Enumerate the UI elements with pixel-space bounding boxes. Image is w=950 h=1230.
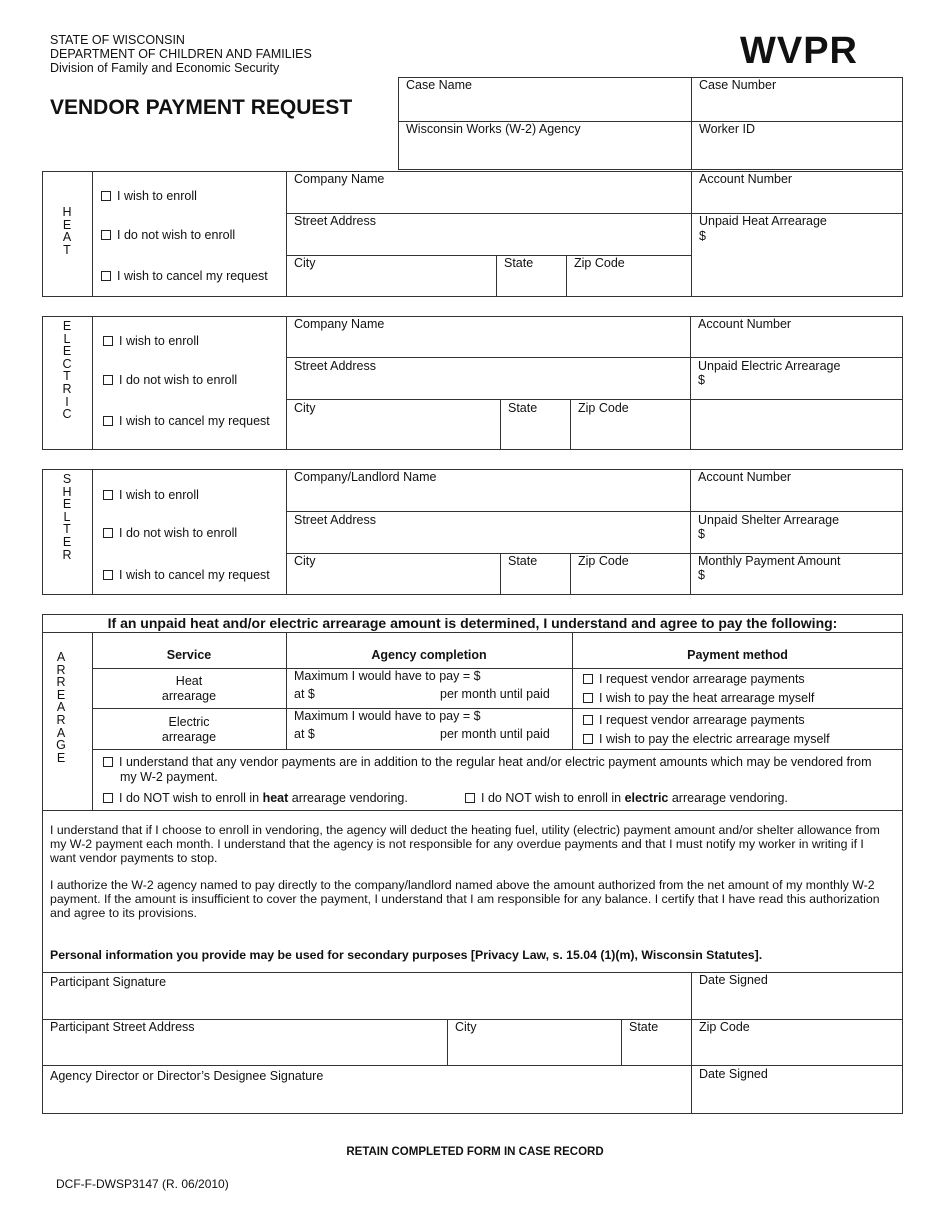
electric-city-field[interactable]: City <box>294 401 316 415</box>
agency-line-1: STATE OF WISCONSIN <box>50 33 185 47</box>
heat-service-cell: Heat arrearage <box>161 674 217 703</box>
electric-vendor-arrearage-checkbox[interactable]: I request vendor arrearage payments <box>583 713 805 727</box>
electric-arrearage-dollar: $ <box>698 373 705 387</box>
director-signature-field[interactable]: Agency Director or Director’s Designee Signature <box>50 1069 324 1083</box>
not-enroll-heat-arrearage-checkbox[interactable]: I do NOT wish to enroll in heat arrearage vendoring. <box>103 791 408 805</box>
heat-monthly-at-field[interactable]: at $ <box>294 687 315 701</box>
heat-pay-myself-checkbox[interactable]: I wish to pay the heat arrearage myself <box>583 691 814 705</box>
arrearage-heading: If an unpaid heat and/or electric arrearage amount is determined, I understand and agree to pay the following: <box>107 615 838 631</box>
retain-notice: RETAIN COMPLETED FORM IN CASE RECORD <box>346 1146 604 1158</box>
checkbox-icon <box>103 375 113 385</box>
agency-line-3: Division of Family and Economic Security <box>50 61 280 75</box>
shelter-account-field[interactable]: Account Number <box>698 470 792 484</box>
heat-state-field[interactable]: State <box>504 256 534 270</box>
col-service-header: Service <box>166 648 212 662</box>
form-id: DCF-F-DWSP3147 (R. 06/2010) <box>56 1177 229 1191</box>
heat-max-pay-field[interactable]: Maximum I would have to pay = $ <box>294 669 481 683</box>
checkbox-icon <box>101 191 111 201</box>
electric-account-field[interactable]: Account Number <box>698 317 792 331</box>
checkbox-icon <box>583 715 593 725</box>
heat-arrearage-dollar: $ <box>699 229 706 243</box>
heat-street-field[interactable]: Street Address <box>294 214 376 228</box>
heat-city-field[interactable]: City <box>294 256 316 270</box>
shelter-monthly-dollar: $ <box>698 568 705 582</box>
statement-paragraph-1: I understand that if I choose to enroll in vendoring, the agency will deduct the heating fuel, utility (electric) payment amount and/or shelter allowance from my W-2 payment each month. I understand that the agency is not responsible for any overdue payments and that I must notify my worker in writing if I want vendor payments to stop. <box>50 823 880 865</box>
shelter-not-enroll-checkbox[interactable]: I do not wish to enroll <box>103 526 237 540</box>
electric-cancel-checkbox[interactable]: I wish to cancel my request <box>103 414 270 428</box>
case-number-field[interactable]: Case Number <box>699 78 777 92</box>
case-name-field[interactable]: Case Name <box>406 78 472 92</box>
privacy-notice: Personal information you provide may be used for secondary purposes [Privacy Law, s. 15.04 (1)(m), Wisconsin Statutes]. <box>50 948 763 962</box>
checkbox-icon <box>103 528 113 538</box>
shelter-state-field[interactable]: State <box>508 554 538 568</box>
checkbox-icon <box>103 416 113 426</box>
agency-field[interactable]: Wisconsin Works (W-2) Agency <box>406 122 581 136</box>
shelter-zip-field[interactable]: Zip Code <box>578 554 629 568</box>
shelter-monthly-field[interactable]: Monthly Payment Amount <box>698 554 841 568</box>
electric-per-month: per month until paid <box>440 727 550 741</box>
shelter-vertical-label: S H E L T E R <box>62 472 72 562</box>
agency-line-2: DEPARTMENT OF CHILDREN AND FAMILIES <box>50 47 312 61</box>
page-title: VENDOR PAYMENT REQUEST <box>50 96 353 119</box>
checkbox-icon <box>103 490 113 500</box>
statement-paragraph-2: I authorize the W-2 agency named to pay directly to the company/landlord named above the amount authorized from the net amount of my monthly W-2 payment. If the amount is insufficient to cover the payment, I understand that I am responsible for any balance. I certify that I have read this authorization and agree to its provisions. <box>50 878 880 920</box>
participant-city-field[interactable]: City <box>455 1020 477 1034</box>
checkbox-icon <box>583 734 593 744</box>
participant-state-field[interactable]: State <box>629 1020 659 1034</box>
shelter-arrearage-dollar: $ <box>698 527 705 541</box>
shelter-company-field[interactable]: Company/Landlord Name <box>294 470 437 484</box>
electric-zip-field[interactable]: Zip Code <box>578 401 629 415</box>
director-date-signed-field[interactable]: Date Signed <box>699 1067 768 1081</box>
heat-company-field[interactable]: Company Name <box>294 172 385 186</box>
electric-street-field[interactable]: Street Address <box>294 359 376 373</box>
electric-company-field[interactable]: Company Name <box>294 317 385 331</box>
electric-arrearage-field[interactable]: Unpaid Electric Arrearage <box>698 359 841 373</box>
heat-cancel-checkbox[interactable]: I wish to cancel my request <box>101 269 268 283</box>
electric-enroll-checkbox[interactable]: I wish to enroll <box>103 334 199 348</box>
checkbox-icon <box>103 793 113 803</box>
electric-service-cell: Electric arrearage <box>161 715 217 744</box>
shelter-enroll-checkbox[interactable]: I wish to enroll <box>103 488 199 502</box>
heat-account-field[interactable]: Account Number <box>699 172 793 186</box>
shelter-street-field[interactable]: Street Address <box>294 513 376 527</box>
understand-line-2: my W-2 payment. <box>120 770 218 784</box>
electric-not-enroll-checkbox[interactable]: I do not wish to enroll <box>103 373 237 387</box>
not-enroll-electric-arrearage-checkbox[interactable]: I do NOT wish to enroll in electric arrearage vendoring. <box>465 791 788 805</box>
participant-street-field[interactable]: Participant Street Address <box>50 1020 195 1034</box>
understand-checkbox[interactable]: I understand that any vendor payments are in addition to the regular heat and/or electric payment amounts which may be vendored from <box>103 755 872 769</box>
participant-zip-field[interactable]: Zip Code <box>699 1020 750 1034</box>
participant-signature-field[interactable]: Participant Signature <box>50 975 167 989</box>
checkbox-icon <box>103 757 113 767</box>
date-signed-field[interactable]: Date Signed <box>699 973 768 987</box>
shelter-city-field[interactable]: City <box>294 554 316 568</box>
electric-pay-myself-checkbox[interactable]: I wish to pay the electric arrearage myself <box>583 732 830 746</box>
arrearage-vertical-label: A R R E A R A G E <box>56 650 66 765</box>
col-payment-header: Payment method <box>687 648 788 662</box>
heat-zip-field[interactable]: Zip Code <box>574 256 625 270</box>
electric-monthly-at-field[interactable]: at $ <box>294 727 315 741</box>
checkbox-icon <box>101 230 111 240</box>
heat-vendor-arrearage-checkbox[interactable]: I request vendor arrearage payments <box>583 672 805 686</box>
checkbox-icon <box>583 674 593 684</box>
col-agency-header: Agency completion <box>371 648 487 662</box>
checkbox-icon <box>103 336 113 346</box>
electric-max-pay-field[interactable]: Maximum I would have to pay = $ <box>294 709 481 723</box>
checkbox-icon <box>103 570 113 580</box>
heat-not-enroll-checkbox[interactable]: I do not wish to enroll <box>101 228 235 242</box>
heat-arrearage-field[interactable]: Unpaid Heat Arrearage <box>699 214 827 228</box>
checkbox-icon <box>583 693 593 703</box>
form-code: WVPR <box>740 30 858 72</box>
electric-state-field[interactable]: State <box>508 401 538 415</box>
checkbox-icon <box>465 793 475 803</box>
heat-vertical-label: H E A T <box>62 205 72 257</box>
shelter-arrearage-field[interactable]: Unpaid Shelter Arrearage <box>698 513 840 527</box>
electric-vertical-label: E L E C T R I C <box>62 319 72 422</box>
heat-enroll-checkbox[interactable]: I wish to enroll <box>101 189 197 203</box>
heat-per-month: per month until paid <box>440 687 550 701</box>
checkbox-icon <box>101 271 111 281</box>
shelter-cancel-checkbox[interactable]: I wish to cancel my request <box>103 568 270 582</box>
worker-id-field[interactable]: Worker ID <box>699 122 756 136</box>
